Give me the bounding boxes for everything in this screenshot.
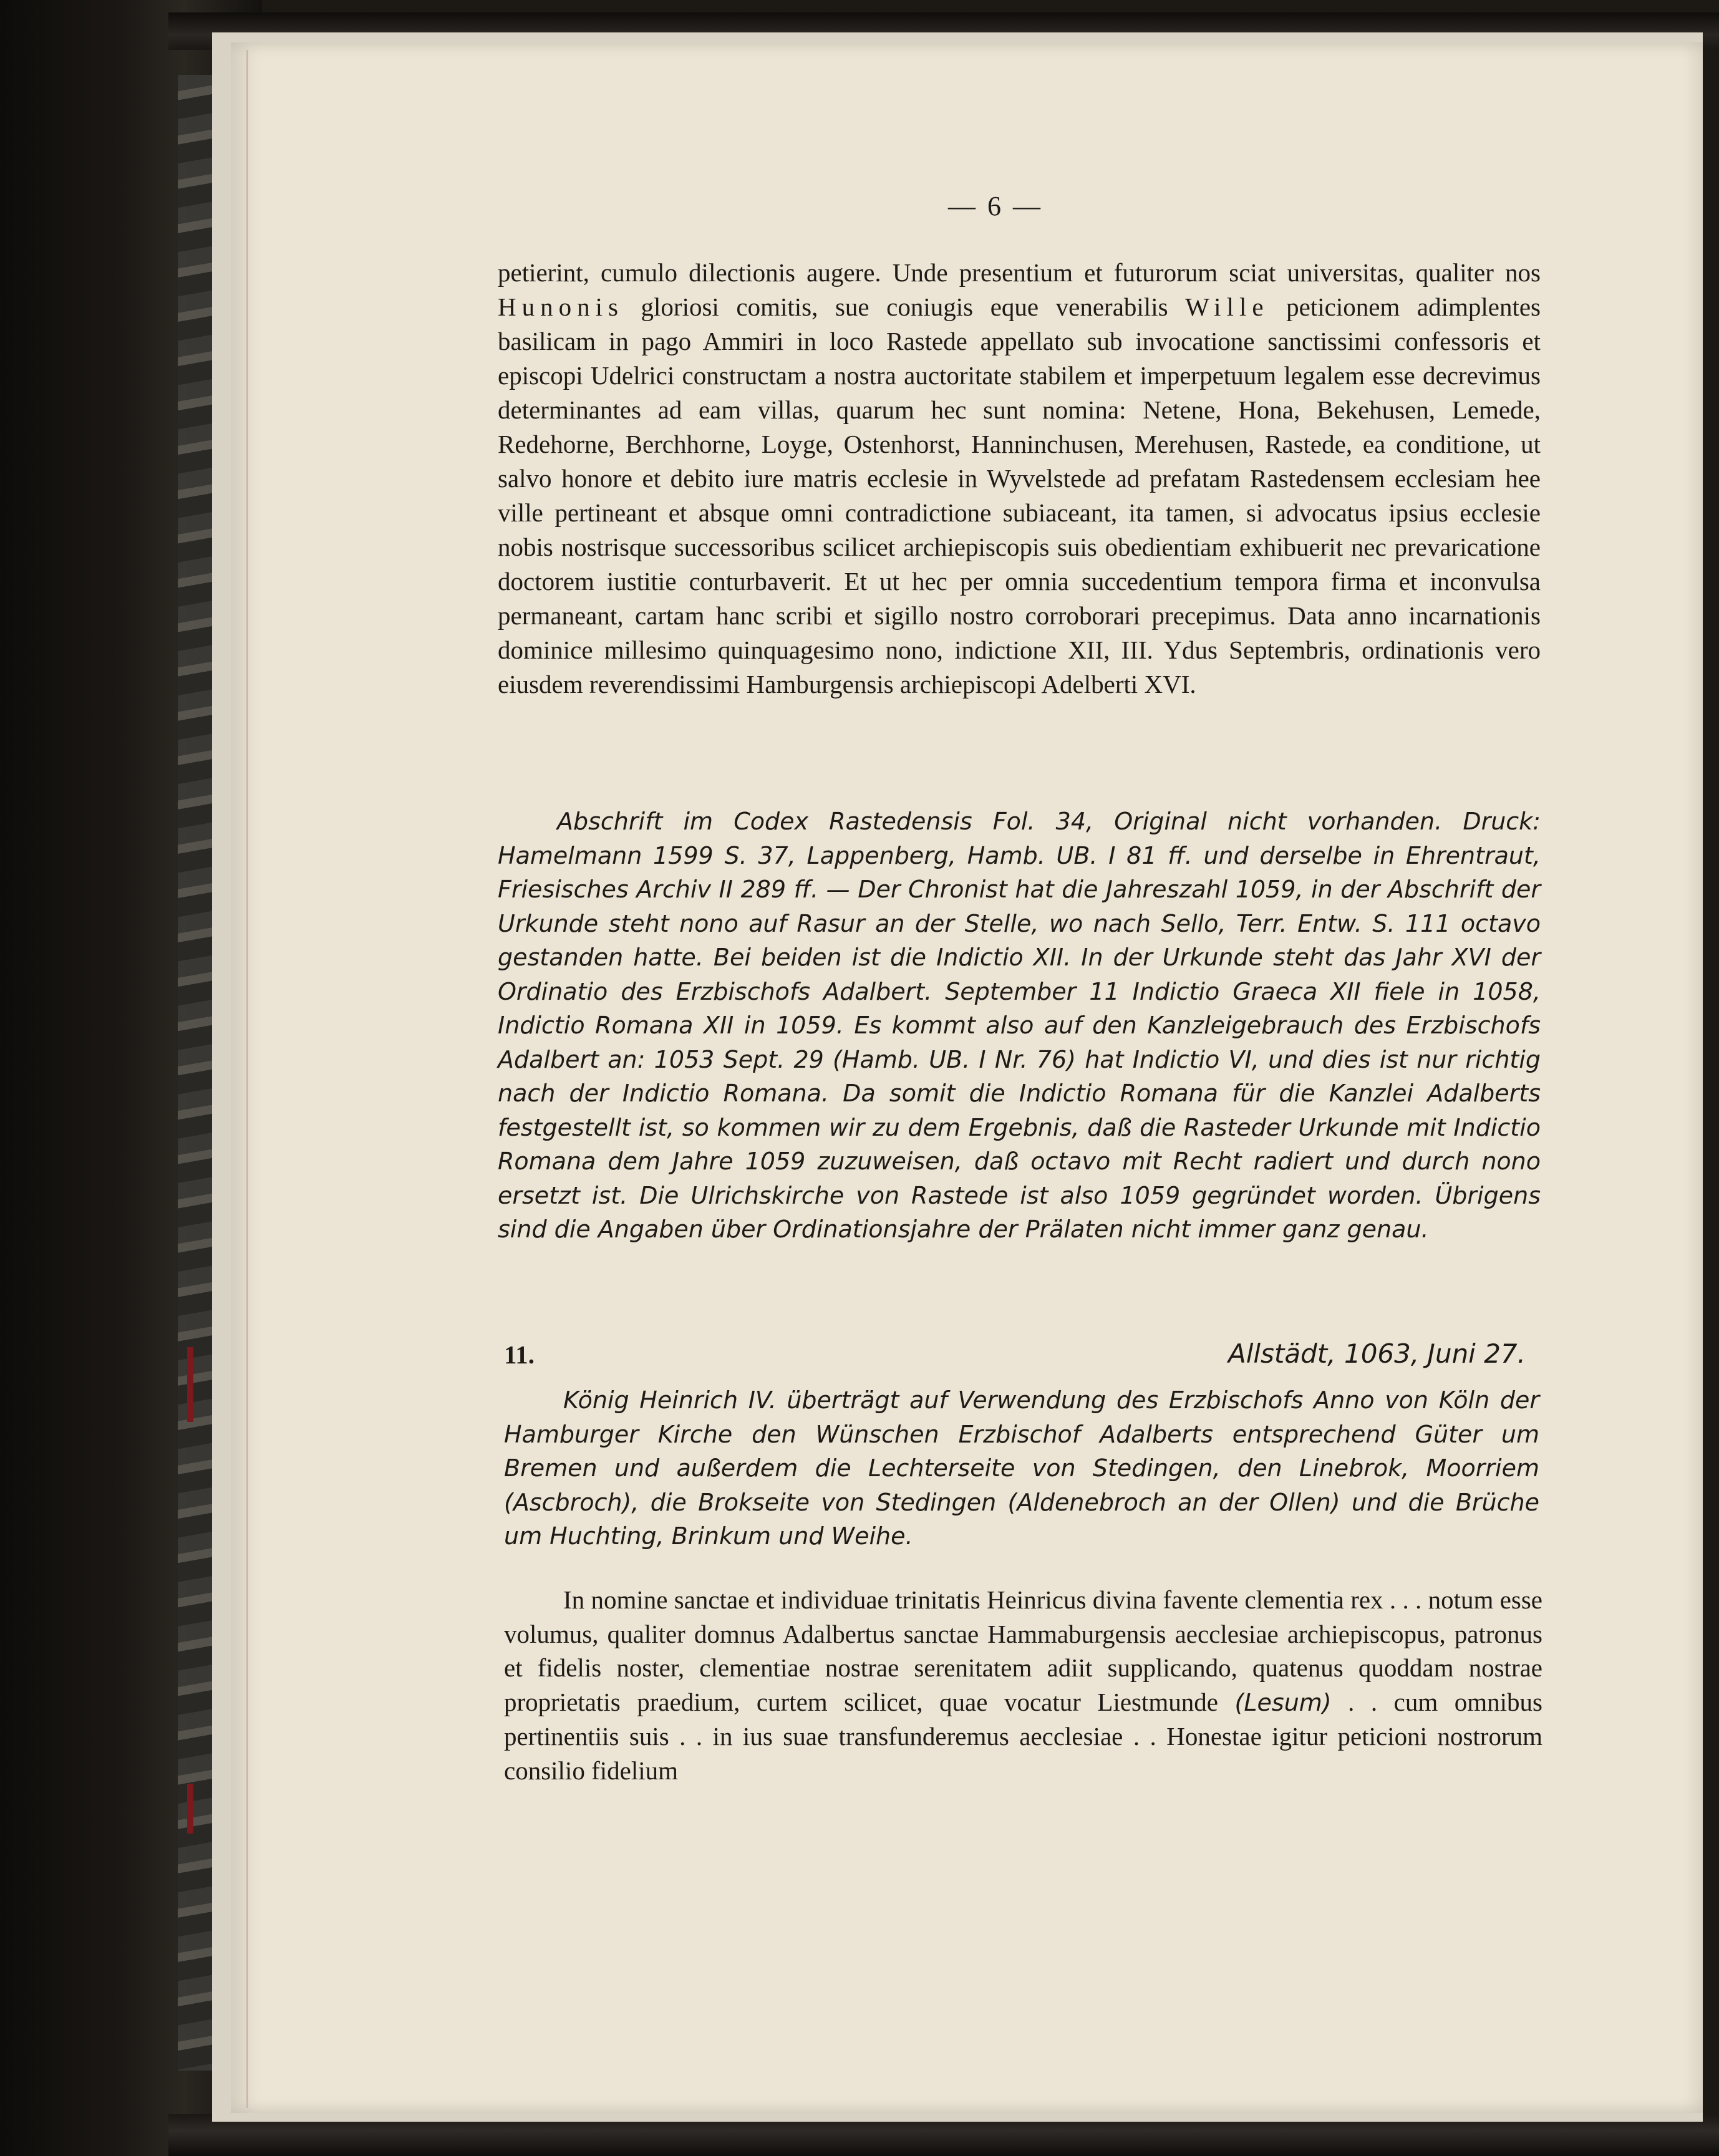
charter-text bbox=[504, 1583, 1542, 1787]
spaced-name-wille: Wille bbox=[1185, 292, 1269, 321]
commentary-text: Abschrift im Codex Rastedensis Fol. 34, Original nicht vorhanden. Druck: Hamelmann 1599 S. 37, Lappenberg, Hamb. UB. I 81 ff. und derselbe in Ehrentraut, Friesisches Archiv II 289 ff. — Der Chronist hat die Jahreszahl 1059, in der Abschrift der Urkunde steht nono auf Rasur an der Stelle, wo nach Sello, Terr. Entw. S. 111 octavo gestanden hatte. Bei beiden ist die Indictio XII. In der Urkunde steht das Jahr XVI der Ordinatio des Erzbischofs Adalbert. September 11 Indictio Graeca XII fiele in 1058, Indictio Romana XII in 1059. Es kommt also auf den Kanzleigebrauch des Erzbischofs Adalbert an: 1053 Sept. 29 (Hamb. UB. I Nr. 76) hat Indictio VI, und dies ist nur richtig nach der Indictio Romana. Da somit die Indictio Romana für die Kanzlei Adalberts festgestellt ist, so kommen wir zu dem Ergebnis, daß die Rasteder Urkunde mit Indictio Romana dem Jahre 1059 zuzuweisen, daß octavo mit Recht radiert und durch nono ersetzt ist. Die Ulrichskirche von Rastede ist also 1059 gegründet worden. Übrigens sind die Angaben über Ordinationsjahre der Prälaten nicht immer ganz genau. bbox=[498, 808, 1541, 1243]
marbled-endpaper bbox=[178, 75, 215, 2071]
charter-text-part: In nomine sanctae et individuae trinitatis Heinricus divina favente clementia rex . . . notum esse volumus, qualiter domnus Adalbertus sanctae Hammaburgensis aecclesiae archiepiscopus, patronus et fidelis noster, clementiae nostrae serenitatem adiit supplicando, quatenus quoddam nostrae proprietatis praedium, curtem scilicet, quae vocatur Liestmunde bbox=[504, 1585, 1542, 1716]
marble-vein bbox=[187, 1347, 193, 1422]
entry-number: 11. bbox=[504, 1340, 535, 1369]
spaced-name-hunonis: Hunonis bbox=[498, 292, 624, 321]
entry-summary-text: König Heinrich IV. überträgt auf Verwendung des Erzbischofs Anno von Köln der Hamburger Kirche den Wünschen Erzbischof Adalberts entsprechend Güter um Bremen und außerdem die Lechterseite von Stedingen, den Linebrok, Moorriem (Ascbroch), die Brokseite von Stedingen (Aldenebroch an der Ollen) und die Brüche um Huchting, Brinkum und Weihe. bbox=[504, 1386, 1539, 1550]
charter-italic-gloss: (Lesum) bbox=[1234, 1688, 1332, 1716]
page-number: — 6 — bbox=[948, 191, 1043, 221]
gutter-line bbox=[246, 50, 248, 2108]
entry-summary bbox=[504, 1383, 1539, 1554]
marble-vein bbox=[187, 1784, 193, 1834]
latin-text-part: peticionem adimplentes basilicam in pago Ammiri in loco Rastede appellato sub invocatione sanctissimi confessoris et episcopi Udelrici constructam a nostra auctoritate stabilem et imperpetuum legalem esse decrevimus determinantes ad eam villas, quarum hec sunt nomina: Netene, Hona, Bekehusen, Lemede, Redehorne, Berchhorne, Loyge, Ostenhorst, Hanninchusen, Merehusen, Rastede, ea conditione, ut salvo honore et debito iure matris ecclesie in Wyvelstede ad prefatam Rastedensem ecclesiam hee ville pertineant et absque omni contradictione subiaceant, ita tamen, si advocatus ipsius ecclesie nobis nostrisque successoribus scilicet archiepiscopis suis obedientiam exhibuerit nec prevaricatione doctorem iustitie conturbaverit. Et ut hec per omnia succedentium tempora firma et inconvulsa permaneant, cartam hanc scribi et sigillo nostro corroborari precepimus. Data anno incarnationis dominice millesimo quinquagesimo nono, indictione XII, III. Ydus Septembris, ordinationis vero eiusdem reverendissimi Hamburgensis archiepiscopi Adelberti XVI. bbox=[498, 292, 1541, 699]
commentary-paragraph bbox=[498, 805, 1541, 1247]
charter-text-part: . . cum omnibus pertinentiis suis . . in ius suae transfunderemus aecclesiae . . Honestae igitur peticioni nostrorum consilio fidelium bbox=[504, 1687, 1543, 1785]
latin-text-part: petierint, cumulo dilectionis augere. Unde presentium et futurorum sciat universitas, qualiter nos bbox=[498, 258, 1541, 287]
entry-place-date: Allstädt, 1063, Juni 27. bbox=[1228, 1338, 1526, 1369]
latin-charter-text bbox=[498, 256, 1541, 702]
latin-text-part: gloriosi comitis, sue coniugis eque venerabilis bbox=[623, 292, 1186, 321]
